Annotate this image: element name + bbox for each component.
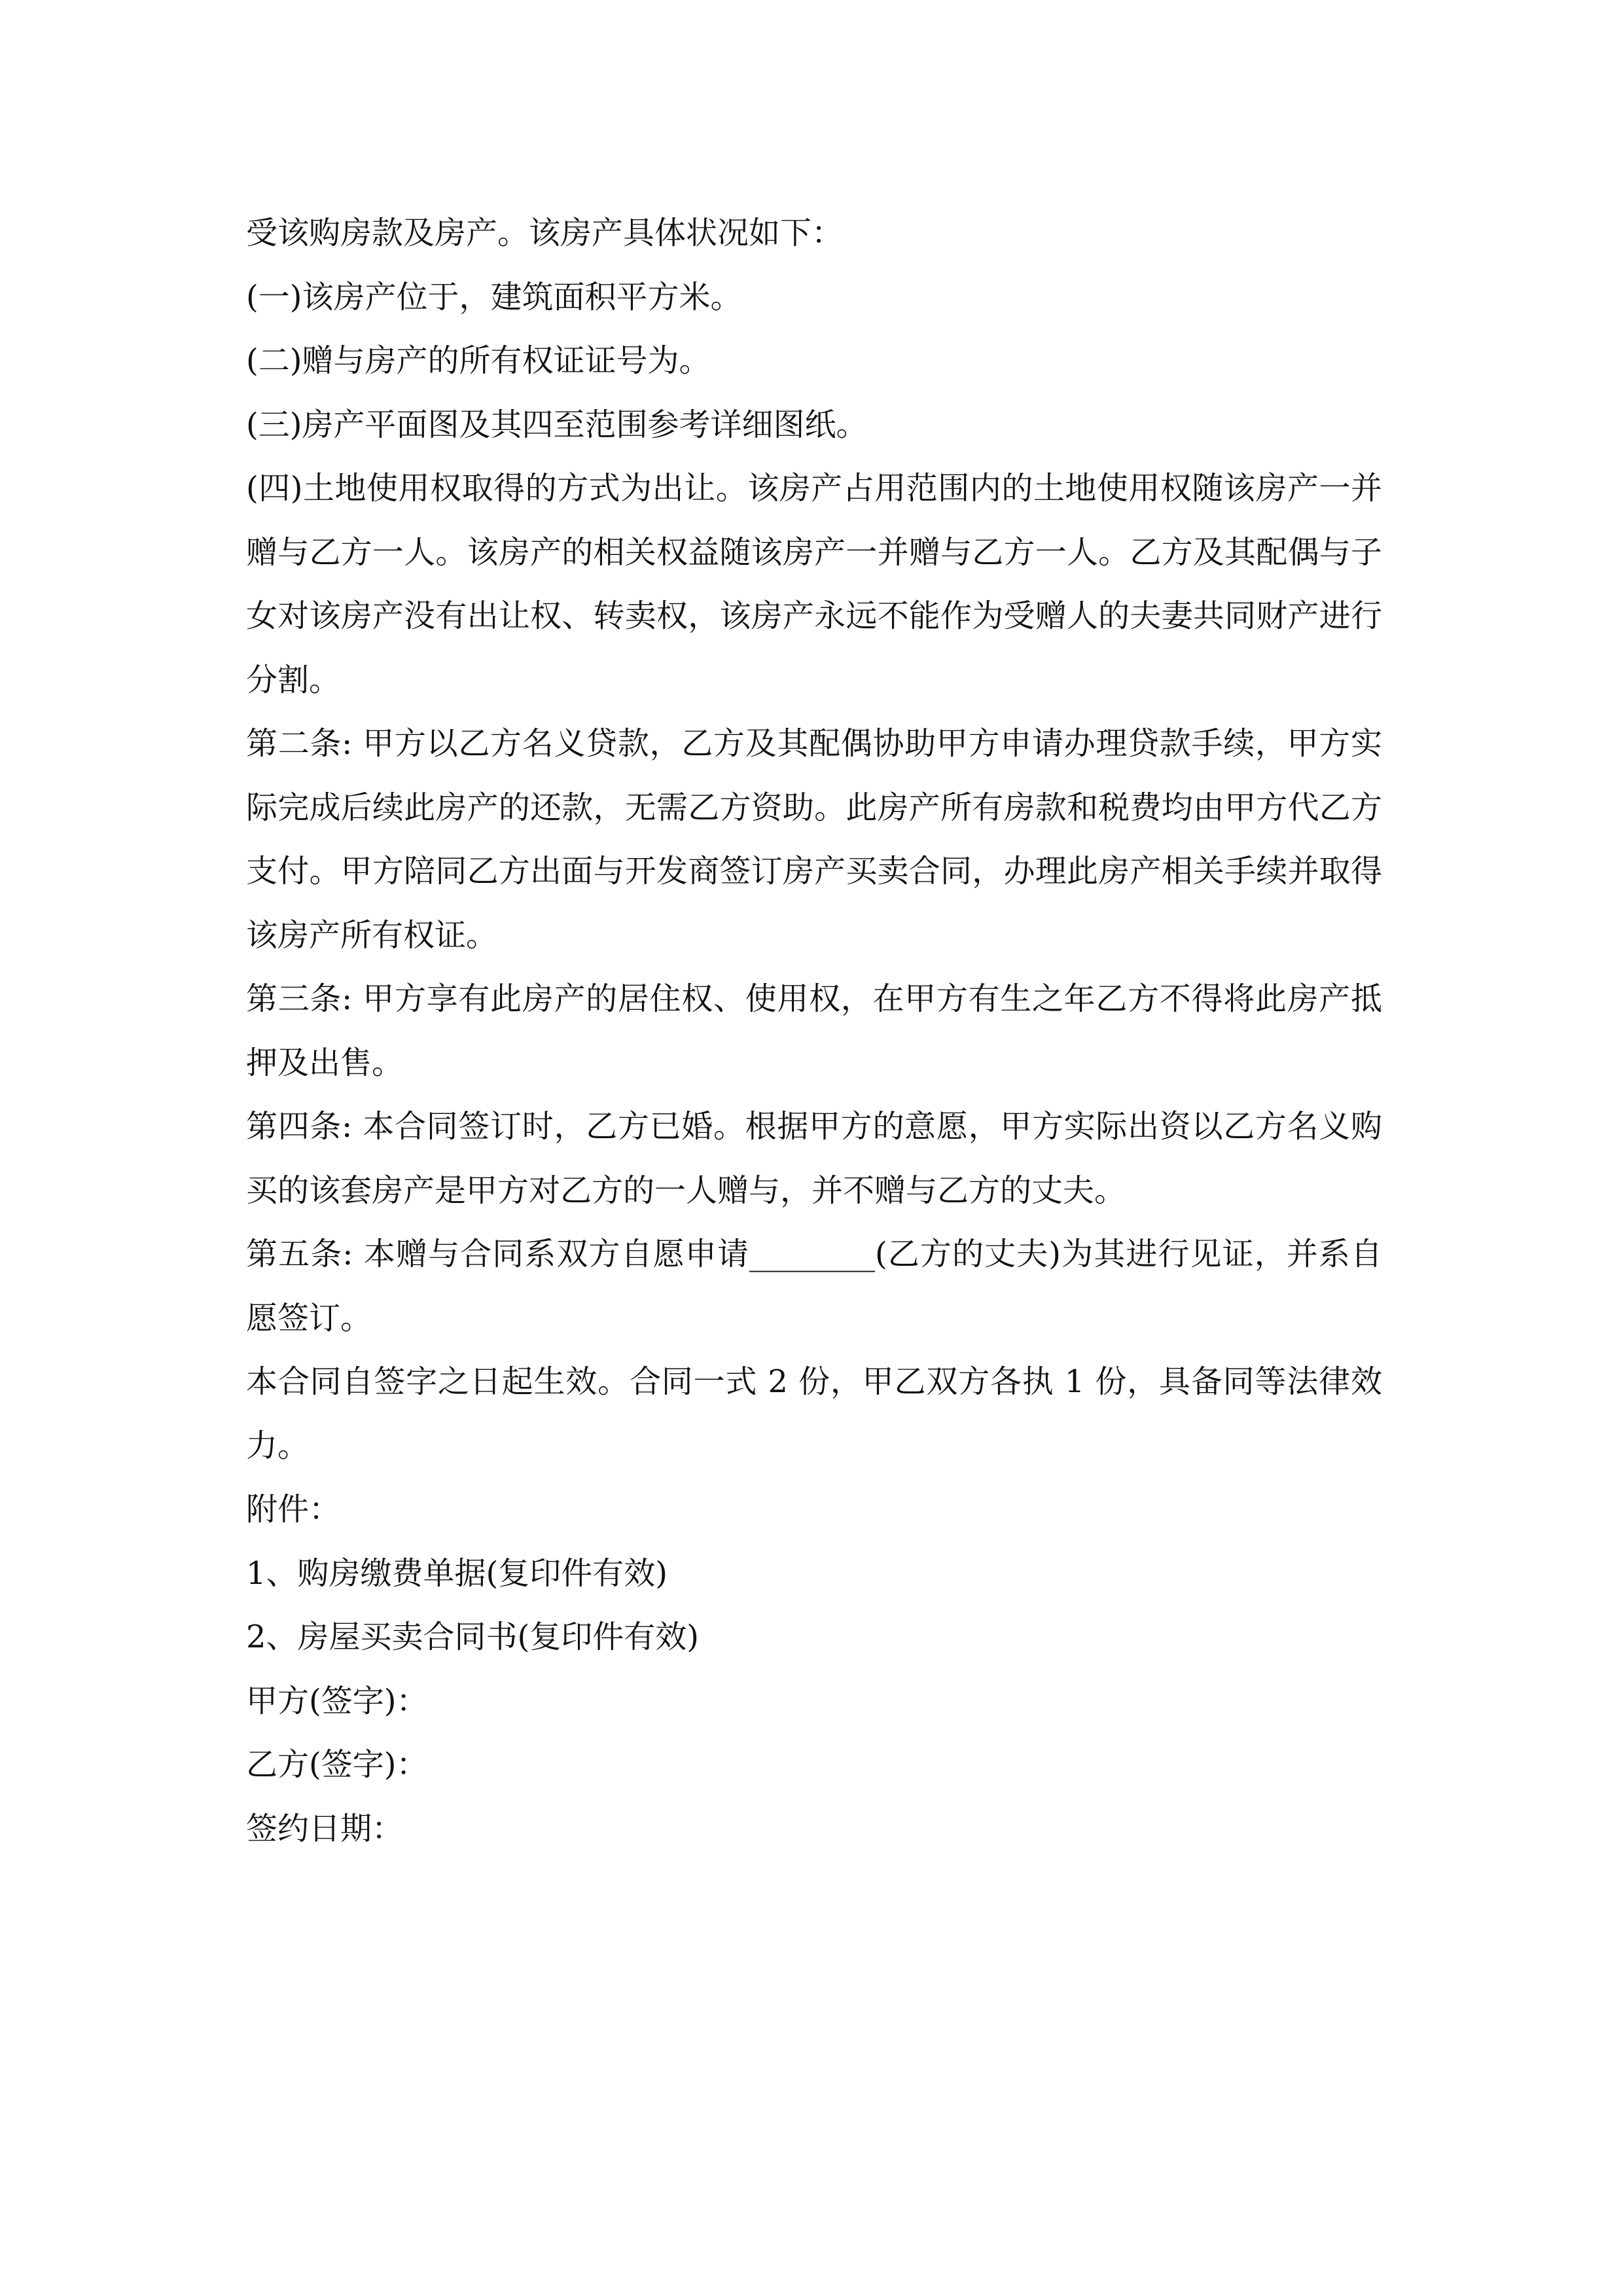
contract-body [246, 202, 1382, 1861]
paragraph-article-four: 第四条: 本合同签订时，乙方已婚。根据甲方的意愿，甲方实际出资以乙方名义购买的该套房产是甲方对乙方的一人赠与，并不赠与乙方的丈夫。 [246, 1108, 1382, 1209]
paragraph-effectiveness: 本合同自签字之日起生效。合同一式 2 份，甲乙双方各执 1 份，具备同等法律效力。 [246, 1363, 1382, 1464]
paragraph-property-intro: 受该购房款及房产。该房产具体状况如下： [246, 215, 844, 251]
paragraph-certificate-number: (二)赠与房产的所有权证证号为。 [246, 342, 711, 379]
attachment-item: 2、房屋买卖合同书(复印件有效) [246, 1619, 699, 1655]
party-b-signature-line: 乙方(签字)： [246, 1746, 428, 1783]
attachments-heading: 附件： [246, 1491, 341, 1528]
paragraph-property-location: (一)该房产位于，建筑面积平方米。 [246, 278, 742, 315]
party-a-signature-line: 甲方(签字)： [246, 1682, 428, 1719]
paragraph-article-five: 第五条: 本赠与合同系双方自愿申请________(乙方的丈夫)为其进行见证，并系自愿签订。 [246, 1236, 1382, 1336]
signing-date-line: 签约日期： [246, 1810, 404, 1847]
paragraph-article-three: 第三条: 甲方享有此房产的居住权、使用权，在甲方有生之年乙方不得将此房产抵押及出售。 [246, 980, 1382, 1081]
paragraph-floor-plan: (三)房产平面图及其四至范围参考详细图纸。 [246, 406, 868, 443]
attachment-item: 1、购房缴费单据(复印件有效) [246, 1554, 668, 1592]
paragraph-article-two: 第二条: 甲方以乙方名义贷款，乙方及其配偶协助甲方申请办理贷款手续，甲方实际完成后续此房产的还款，无需乙方资助。此房产所有房款和税费均由甲方代乙方支付。甲方陪同乙方出面与开发商签订房产买卖合同，办理此房产相关手续并取得该房产所有权证。 [246, 725, 1382, 954]
paragraph-land-use-rights: (四)土地使用权取得的方式为出让。该房产占用范围内的土地使用权随该房产一并赠与乙方一人。该房产的相关权益随该房产一并赠与乙方一人。乙方及其配偶与子女对该房产没有出让权、转卖权，该房产永远不能作为受赠人的夫妻共同财产进行分割。 [246, 470, 1382, 698]
